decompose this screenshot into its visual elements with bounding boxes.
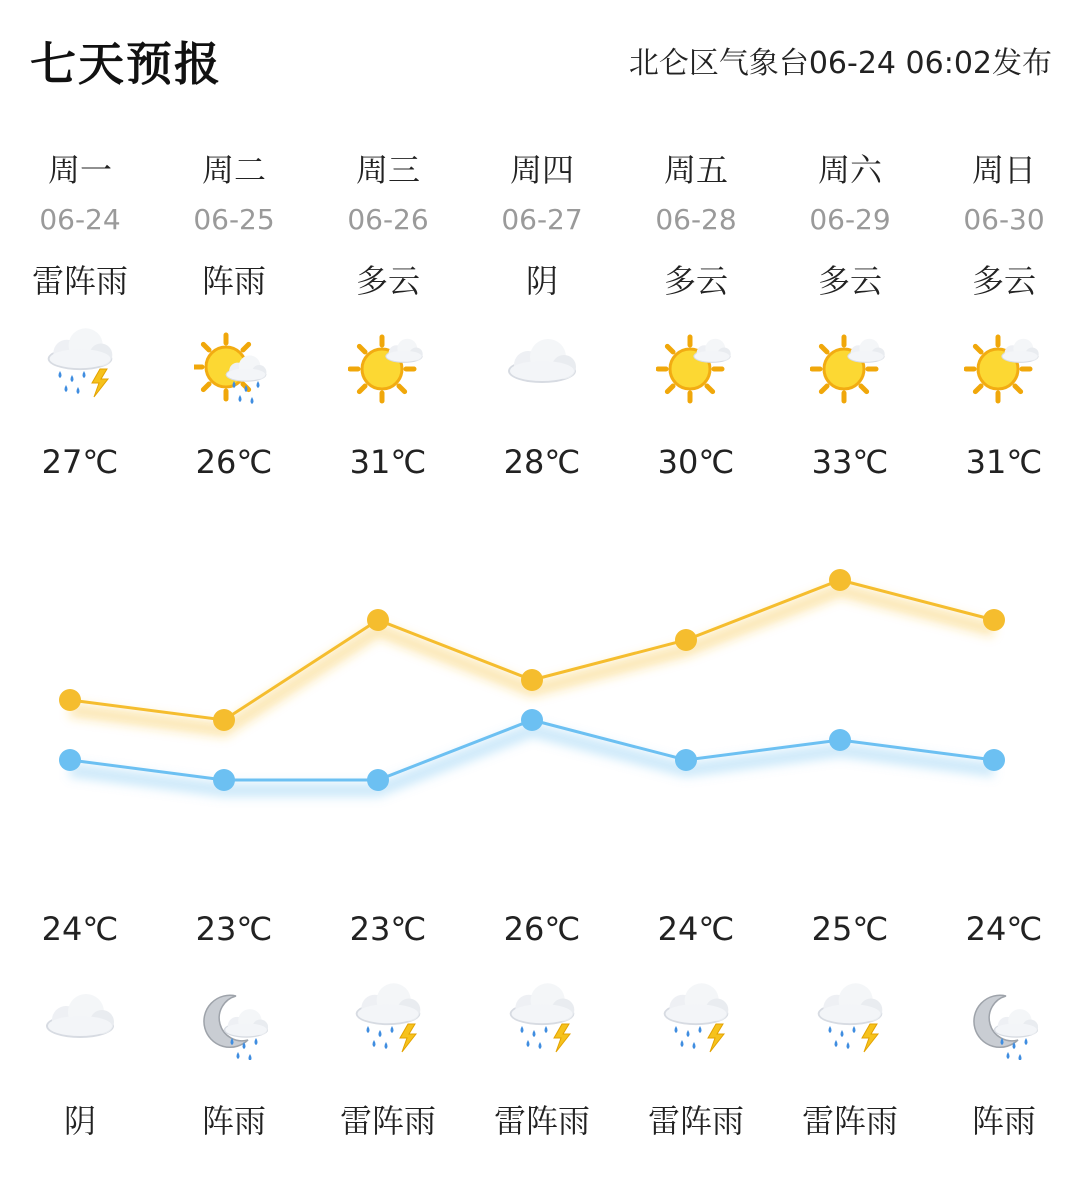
weekday-label: 周六 xyxy=(817,151,882,189)
night-weather-label: 雷阵雨 xyxy=(801,1102,898,1140)
high-temp-point xyxy=(213,709,235,731)
low-temp-point xyxy=(59,749,81,771)
day-weather-label: 阴 xyxy=(525,262,558,300)
high-temp-label: 26℃ xyxy=(195,443,273,481)
low-temp-label: 26℃ xyxy=(503,910,581,948)
publisher-info: 北仑区气象台06-24 06:02发布 xyxy=(628,46,1052,81)
low-temp-point xyxy=(675,749,697,771)
overcast-cloud-icon xyxy=(40,980,120,1060)
high-temp-point xyxy=(675,629,697,651)
low-temp-point xyxy=(213,769,235,791)
weekday-label: 周二 xyxy=(201,151,266,189)
weekday-label: 周一 xyxy=(47,151,112,189)
date-label: 06-28 xyxy=(655,203,737,236)
day-weather-label: 多云 xyxy=(817,262,882,300)
high-temp-label: 31℃ xyxy=(965,443,1043,481)
date-label: 06-25 xyxy=(193,203,275,236)
thunder-shower-icon xyxy=(40,325,120,405)
date-label: 06-27 xyxy=(501,203,583,236)
night-weather-label: 雷阵雨 xyxy=(339,1102,436,1140)
day-weather-label: 雷阵雨 xyxy=(31,262,128,300)
overcast-cloud-icon xyxy=(502,325,582,405)
night-weather-label: 雷阵雨 xyxy=(647,1102,744,1140)
high-temp-label: 27℃ xyxy=(41,443,119,481)
moon-shower-icon xyxy=(194,980,274,1060)
weekday-label: 周三 xyxy=(355,151,420,189)
high-temp-label: 28℃ xyxy=(503,443,581,481)
date-label: 06-29 xyxy=(809,203,891,236)
low-temp-label: 24℃ xyxy=(41,910,119,948)
low-temp-point xyxy=(367,769,389,791)
low-temp-label: 24℃ xyxy=(965,910,1043,948)
page-title: 七天预报 xyxy=(30,37,222,91)
moon-shower-icon xyxy=(964,980,1044,1060)
high-temp-label: 30℃ xyxy=(657,443,735,481)
night-weather-label: 阵雨 xyxy=(201,1102,266,1140)
low-temp-label: 23℃ xyxy=(349,910,427,948)
low-temp-point xyxy=(829,729,851,751)
low-temp-label: 23℃ xyxy=(195,910,273,948)
sun-cloud-icon xyxy=(810,325,890,405)
date-label: 06-30 xyxy=(963,203,1045,236)
high-temp-point xyxy=(983,609,1005,631)
date-label: 06-24 xyxy=(39,203,121,236)
high-temp-label: 33℃ xyxy=(811,443,889,481)
high-temp-point xyxy=(521,669,543,691)
sun-cloud-icon xyxy=(656,325,736,405)
thunder-shower-icon xyxy=(502,980,582,1060)
weekday-label: 周日 xyxy=(971,151,1036,189)
day-weather-label: 多云 xyxy=(663,262,728,300)
series-line-shadow xyxy=(70,730,994,790)
temperature-line-chart xyxy=(0,540,1080,860)
date-label: 06-26 xyxy=(347,203,429,236)
night-weather-label: 雷阵雨 xyxy=(493,1102,590,1140)
thunder-shower-icon xyxy=(348,980,428,1060)
sun-cloud-icon xyxy=(964,325,1044,405)
day-weather-label: 阵雨 xyxy=(201,262,266,300)
weekday-label: 周五 xyxy=(663,151,728,189)
high-temp-point xyxy=(367,609,389,631)
night-weather-label: 阴 xyxy=(63,1102,96,1140)
day-weather-label: 多云 xyxy=(971,262,1036,300)
low-temp-point xyxy=(983,749,1005,771)
thunder-shower-icon xyxy=(810,980,890,1060)
low-temp-point xyxy=(521,709,543,731)
low-temp-label: 24℃ xyxy=(657,910,735,948)
weekday-label: 周四 xyxy=(509,151,574,189)
low-temp-label: 25℃ xyxy=(811,910,889,948)
high-temp-point xyxy=(59,689,81,711)
high-temp-point xyxy=(829,569,851,591)
sun-cloud-icon xyxy=(348,325,428,405)
night-weather-label: 阵雨 xyxy=(971,1102,1036,1140)
thunder-shower-icon xyxy=(656,980,736,1060)
sun-shower-icon xyxy=(194,325,274,405)
day-weather-label: 多云 xyxy=(355,262,420,300)
high-temp-label: 31℃ xyxy=(349,443,427,481)
